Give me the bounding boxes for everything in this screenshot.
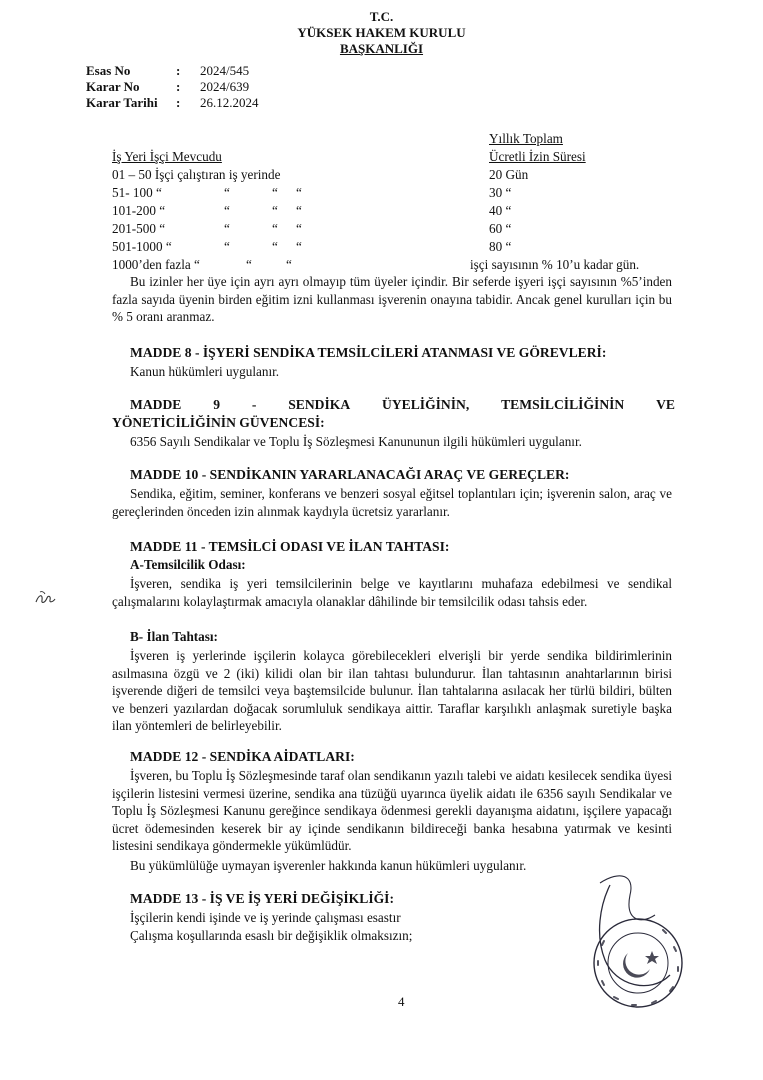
tarih-label: Karar Tarihi [86,95,158,110]
madde-10-body-text: Sendika, eğitim, seminer, konferans ve benzeri sosyal eğitsel toplantıları için; işverenin salon, araç ve gereçlerinden önceden izin alınmak kaydıyla ücretsiz yararlanır. [112,486,672,519]
ditto-mark: “ [272,239,278,254]
madde-10-body [112,485,672,520]
madde-11-body-a-text: İşveren, sendika iş yeri temsilcilerinin belge ve kayıtlarını muhafaza edebilmesi ve sendikal çalışmalarını kolaylaştırmak amacıyla olanaklar dâhilinde bir temsilcilik odası tahsis eder. [112,576,672,609]
table-row-range: 101-200 “ [112,203,166,218]
ditto-mark: “ [224,239,230,254]
madde-9-title-word: ÜYELİĞİNİN, [382,397,470,412]
official-seal-icon [580,865,692,1015]
karar-label: Karar No [86,79,140,94]
page-number: 4 [398,994,405,1009]
madde-13-line-2: Çalışma koşullarında esaslı bir değişiklik olmaksızın; [130,928,413,943]
madde-13-title: MADDE 13 - İŞ VE İŞ YERİ DEĞİŞİKLİĞİ: [130,891,395,906]
table-row-range: 01 – 50 İşçi çalıştıran iş yerinde [112,167,281,182]
ditto-mark: “ [272,185,278,200]
madde-12-body-1 [112,767,672,855]
esas-label: Esas No [86,63,131,78]
esas-value: 2024/545 [200,63,250,78]
madde-8-title: MADDE 8 - İŞYERİ SENDİKA TEMSİLCİLERİ ATANMASI VE GÖREVLERİ: [130,345,607,360]
table-row-days: 20 Gün [489,167,529,182]
madde-9-title-word: TEMSİLCİLİĞİNİN [501,397,625,412]
madde-9-title-line2: YÖNETİCİLİĞİNİN GÜVENCESİ: [112,415,325,430]
header-tc: T.C. [369,9,394,24]
madde-8-body: Kanun hükümleri uygulanır. [130,364,280,379]
madde-12-body-2: Bu yükümlülüğe uymayan işverenler hakkında kanun hükümleri uygulanır. [130,858,527,873]
meta-colon: : [176,95,181,110]
ditto-mark: “ [246,257,252,272]
madde-11-title: MADDE 11 - TEMSİLCİ ODASI VE İLAN TAHTASI: [130,539,450,554]
karar-value: 2024/639 [200,79,250,94]
header-presidency: BAŞKANLIĞI [339,41,424,56]
ditto-mark: “ [224,221,230,236]
meta-colon: : [176,63,181,78]
madde-9-title-word: VE [656,397,675,412]
table-row-range: 201-500 “ [112,221,166,236]
handwritten-initial-icon [34,588,56,608]
table-row-days: işçi sayısının % 10’u kadar gün. [470,257,640,272]
ditto-mark: “ [296,239,302,254]
leave-header-line2: Ücretli İzin Süresi [489,149,586,164]
meta-colon: : [176,79,181,94]
madde-10-title: MADDE 10 - SENDİKANIN YARARLANACAĞI ARAÇ VE GEREÇLER: [130,467,570,482]
leave-header-line1: Yıllık Toplam [489,131,563,146]
ditto-mark: “ [296,185,302,200]
madde-9-title-line1 [130,397,675,413]
ditto-mark: “ [224,185,230,200]
madde-9-title-word: MADDE [130,397,182,412]
header-institution: YÜKSEK HAKEM KURULU [297,25,466,40]
table-row-days: 40 “ [489,203,512,218]
leave-note-paragraph [112,273,672,326]
tarih-value: 26.12.2024 [200,95,259,110]
table-row-days: 30 “ [489,185,512,200]
leave-header-col1: İş Yeri İşçi Mevcudu [112,149,222,164]
table-row-days: 80 “ [489,239,512,254]
madde-11-sub-a: A-Temsilcilik Odası: [130,557,246,572]
madde-9-title-word: SENDİKA [288,397,351,412]
ditto-mark: “ [296,221,302,236]
madde-12-title: MADDE 12 - SENDİKA AİDATLARI: [130,749,355,764]
madde-11-body-a [112,575,672,610]
madde-11-body-b-text: İşveren iş yerlerinde işçilerin kolayca görebilecekleri elverişli bir yerde sendika bildirimlerinin asılmasına özgü ve 2 (iki) kilidi olan bir ilan tahtası bulundurur. İlan tahtasının anahtarlarının birisi işverende diğeri de temsilci veya baştemsilcide bulunur. İlan tahtalarına asılacak her türlü bildiri, bülten ve benzeri yazılardan doğacak sorumluluk sendikaya aittir. Taraflar karşılıklı anlaşmak suretiyle başka ilan yöntemleri de belirleyebilir. [112,648,672,733]
madde-9-title-word: - [251,397,257,412]
table-row-range: 1000’den fazla “ [112,257,200,272]
madde-11-body-b [112,647,672,735]
table-row-days: 60 “ [489,221,512,236]
table-row-range: 51- 100 “ [112,185,162,200]
leave-note-text: Bu izinler her üye için ayrı ayrı olmayıp tüm üyeler içindir. Bir seferde işyeri işçi sayısının %5’inden fazla sayıda üyenin birden eğitim izni kullanması işverenin onayına tabidir. Ancak genel kurulları için bu % 5 oranı aranmaz. [112,274,672,324]
madde-9-title-word: 9 [213,397,220,412]
madde-9-body: 6356 Sayılı Sendikalar ve Toplu İş Sözleşmesi Kanununun ilgili hükümleri uygulanır. [130,434,582,449]
table-row-range: 501-1000 “ [112,239,172,254]
madde-11-sub-b: B- İlan Tahtası: [130,629,218,644]
ditto-mark: “ [224,203,230,218]
madde-12-body-1-text: İşveren, bu Toplu İş Sözleşmesinde taraf olan sendikanın yazılı talebi ve aidatı kesilecek sendika üyesi işçilerin listesini vermesi üzerine, sendika ana tüzüğü uyarınca üyelik aidatı ile 6356 sayılı Sendikalar ve Toplu İş Sözleşmesi Kanunu gereğince sendikaya ödenmesi gerekli dayanışma aidatını, işçilere yapacağı ücret ödemesinden keserek bir ay içinde sendikanın bildireceği banka hesabına yatırmak ve kesinti listesini sendikaya göndermekle yükümlüdür. [112,768,672,853]
ditto-mark: “ [272,221,278,236]
ditto-mark: “ [272,203,278,218]
ditto-mark: “ [286,257,292,272]
madde-13-line-1: İşçilerin kendi işinde ve iş yerinde çalışması esastır [130,910,401,925]
ditto-mark: “ [296,203,302,218]
